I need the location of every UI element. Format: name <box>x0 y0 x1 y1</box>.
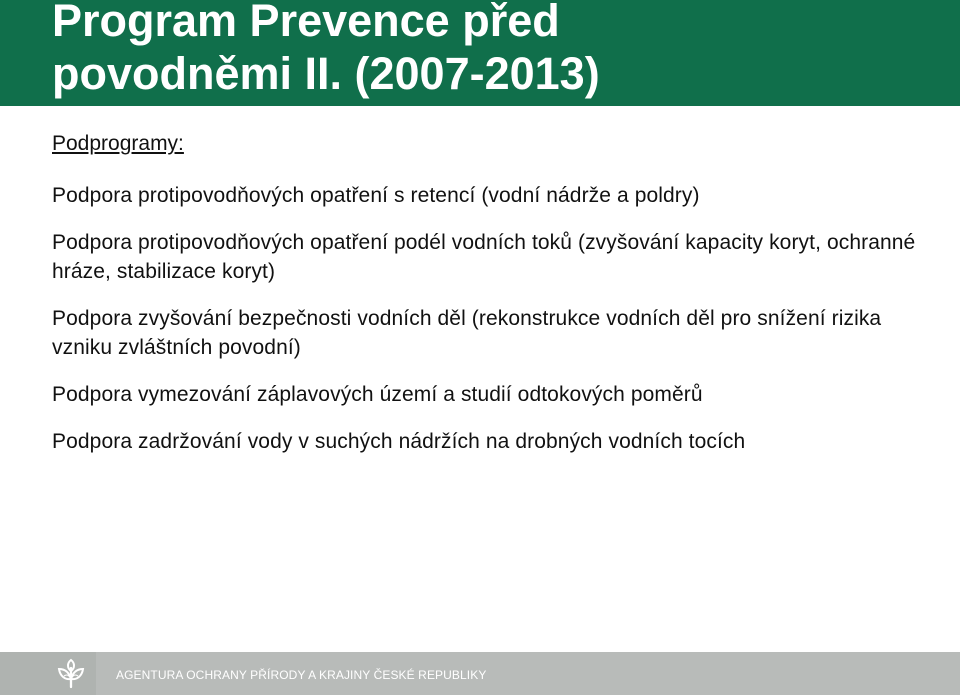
subprogram-item: Podpora zvyšování bezpečnosti vodních děl (rekonstrukce vodních děl pro snížení rizika vzniku zvláštních povodní) <box>52 307 882 359</box>
title-banner <box>0 0 960 106</box>
subprogram-item: Podpora zadržování vody v suchých nádržích na drobných vodních tocích <box>52 430 746 453</box>
slide-title: Program Prevence před povodněmi II. (2007-2013) <box>52 0 600 99</box>
footer-bar <box>0 652 960 695</box>
subprogram-item: Podpora vymezování záplavových území a studií odtokových poměrů <box>52 383 703 406</box>
subprogram-item: Podpora protipovodňových opatření podél vodních toků (zvyšování kapacity koryt, ochranné hráze, stabilizace koryt) <box>52 231 916 283</box>
subprogram-item: Podpora protipovodňových opatření s retencí (vodní nádrže a poldry) <box>52 184 700 207</box>
subprograms-heading: Podprogramy: <box>52 132 184 155</box>
logo-area <box>0 652 96 695</box>
leaf-icon <box>55 658 87 690</box>
slide-content <box>52 131 932 474</box>
organization-name: AGENTURA OCHRANY PŘÍRODY A KRAJINY ČESKÉ REPUBLIKY <box>116 668 487 682</box>
